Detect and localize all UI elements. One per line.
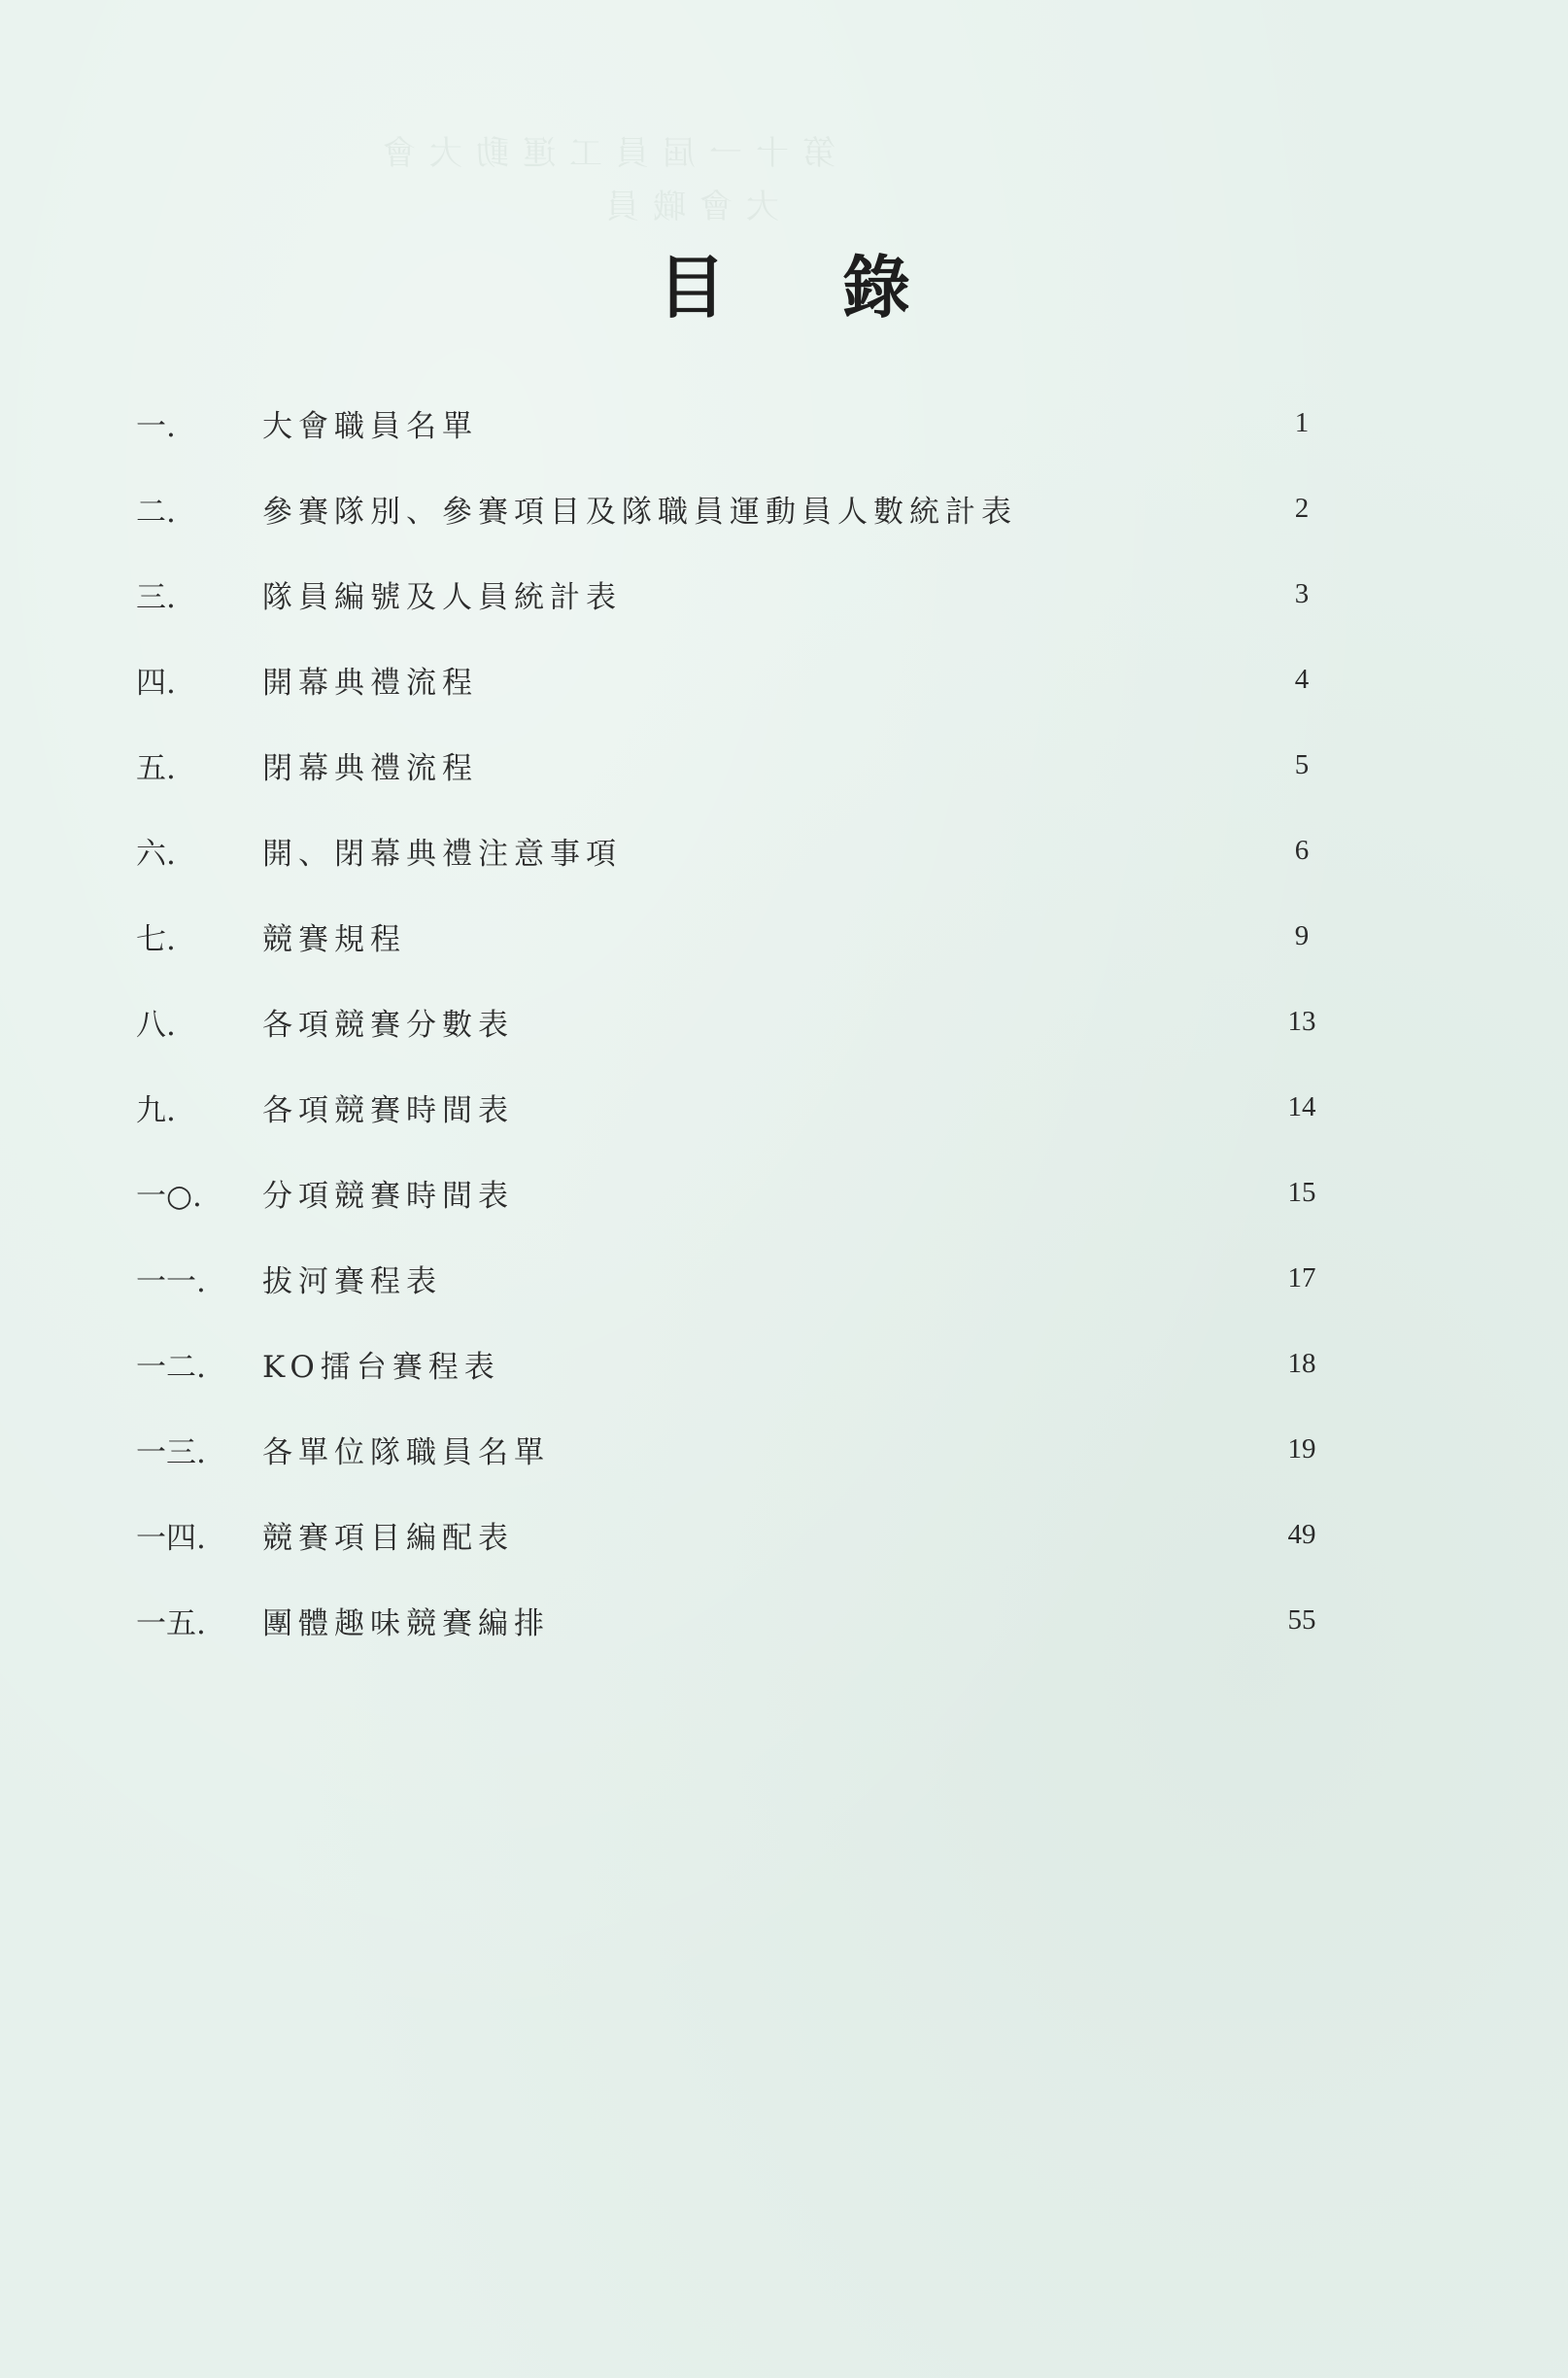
page-title (0, 233, 1568, 331)
toc-entry[interactable] (136, 1591, 1341, 1649)
toc-entry-label: 開、閉幕典禮注意事項 (262, 836, 622, 872)
toc-entry-number: 五. (136, 750, 176, 786)
toc-entry-label: 各單位隊職員名單 (262, 1434, 550, 1470)
toc-entry-number: 三. (136, 579, 176, 615)
toc-entry-label: 團體趣味競賽編排 (262, 1605, 550, 1641)
toc-entry-page: 9 (1294, 919, 1310, 951)
toc-entry[interactable] (136, 565, 1341, 623)
toc-entry-number: 一. (136, 408, 176, 444)
toc-entry[interactable] (136, 907, 1341, 965)
toc-entry[interactable] (136, 394, 1341, 452)
toc-entry-number: 一二. (136, 1349, 206, 1385)
show-through-text: 第十一屆員工運動大會 (369, 134, 835, 173)
toc-entry[interactable] (136, 1505, 1341, 1564)
toc-entry-label: 分項競賽時間表 (262, 1178, 514, 1214)
toc-entry-number: 一四. (136, 1520, 206, 1556)
toc-entry-label: 隊員編號及人員統計表 (262, 579, 622, 615)
toc-entry[interactable] (136, 1249, 1341, 1307)
toc-entry-page: 3 (1294, 577, 1310, 609)
toc-entry[interactable] (136, 1420, 1341, 1478)
toc-entry-label: 拔河賽程表 (262, 1263, 442, 1299)
toc-entry[interactable] (136, 650, 1341, 708)
toc-entry-page: 15 (1287, 1176, 1316, 1208)
toc-entry-label: 競賽規程 (262, 921, 406, 957)
toc-entry[interactable] (136, 1334, 1341, 1393)
toc-entry-label: 閉幕典禮流程 (262, 750, 478, 786)
show-through-text: 大會職員 (593, 188, 779, 226)
toc-entry[interactable] (136, 992, 1341, 1051)
toc-entry[interactable] (136, 1078, 1341, 1136)
toc-entry[interactable] (136, 479, 1341, 537)
toc-entry-number: 七. (136, 921, 176, 957)
toc-entry-number: 九. (136, 1092, 176, 1128)
toc-entry-number: 六. (136, 836, 176, 872)
toc-entry-page: 49 (1287, 1518, 1316, 1550)
toc-entry-label: 各項競賽時間表 (262, 1092, 514, 1128)
toc-entry-label: 各項競賽分數表 (262, 1007, 514, 1043)
toc-entry-page: 19 (1287, 1432, 1316, 1465)
toc-entry-page: 55 (1287, 1603, 1316, 1636)
toc-entry-number: 一一. (136, 1263, 206, 1299)
toc-entry-label: 競賽項目編配表 (262, 1520, 514, 1556)
toc-entry-label: KO擂台賽程表 (262, 1349, 500, 1385)
toc-entry-label: 大會職員名單 (262, 408, 478, 444)
toc-entry-page: 5 (1294, 748, 1310, 780)
toc-entry-page: 14 (1287, 1090, 1316, 1122)
toc-entry[interactable] (136, 736, 1341, 794)
toc-entry-page: 4 (1294, 663, 1310, 695)
toc-entry-page: 1 (1294, 406, 1310, 438)
toc-entry-page: 17 (1287, 1261, 1316, 1293)
toc-entry-page: 13 (1287, 1005, 1316, 1037)
toc-entry-number: 一五. (136, 1605, 206, 1641)
toc-entry-label: 參賽隊別、參賽項目及隊職員運動員人數統計表 (262, 494, 1017, 530)
toc-entry-page: 18 (1287, 1347, 1316, 1379)
toc-entry-number: 四. (136, 665, 176, 701)
toc-entry[interactable] (136, 821, 1341, 879)
toc-entry[interactable] (136, 1163, 1341, 1222)
toc-entry-label: 開幕典禮流程 (262, 665, 478, 701)
toc-entry-number: 一三. (136, 1434, 206, 1470)
title-char: 目 (658, 247, 726, 327)
title-char: 錄 (842, 247, 910, 327)
toc-entry-number: 八. (136, 1007, 176, 1043)
toc-entry-number: 一○. (136, 1178, 202, 1214)
toc-entry-number: 二. (136, 494, 176, 530)
toc-entry-page: 2 (1294, 492, 1310, 524)
toc-entry-page: 6 (1294, 834, 1310, 866)
